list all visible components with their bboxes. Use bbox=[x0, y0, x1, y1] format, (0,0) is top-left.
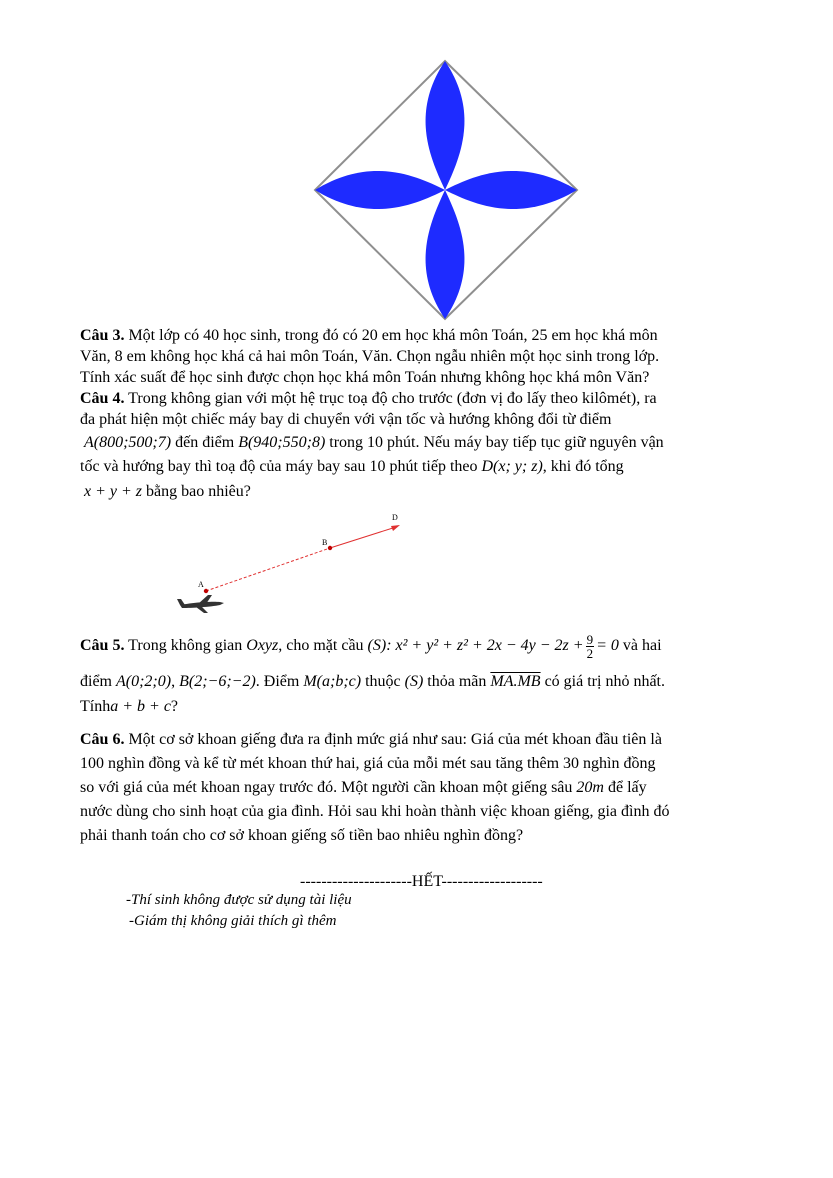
q5-line-1 bbox=[80, 632, 662, 660]
q4-sum-expr: x + y + z bbox=[84, 483, 143, 500]
q6-text-3-end: để lấy bbox=[607, 779, 647, 796]
q5-and-two: và hai bbox=[622, 637, 662, 654]
q6-line-4: nước dùng cho sinh hoạt của gia đình. Hỏi sau khi hoàn thành việc khoan giếng, gia đình đó bbox=[80, 803, 670, 820]
q4-line-1 bbox=[80, 389, 657, 409]
q5-point-m-text: . Điểm bbox=[255, 673, 300, 690]
q6-text-3: so với giá của mét khoan ngay trước đó. Một người cần khoan một giếng sâu bbox=[80, 779, 573, 796]
q4-line-2: đa phát hiện một chiếc máy bay di chuyển với vận tốc và hướng không đổi từ điểm bbox=[80, 411, 612, 428]
petal-left bbox=[315, 171, 445, 209]
petal-top bbox=[426, 61, 465, 190]
q5-point-a: A(0;2;0) bbox=[116, 673, 172, 690]
end-note-2: -Giám thị không giải thích gì thêm bbox=[129, 913, 337, 929]
airplane-figure bbox=[170, 505, 410, 620]
q5-fraction bbox=[586, 633, 595, 660]
q5-line-2: điểm A(0;2;0), B(2;−6;−2). Điểm M(a;b;c) thuộc (S) thỏa mãn MA.MB có giá trị nhỏ nhất. bbox=[80, 673, 665, 690]
q5-satisfies: thỏa mãn bbox=[427, 673, 487, 690]
end-note-1: -Thí sinh không được sử dụng tài liệu bbox=[126, 892, 352, 908]
q4-point-d: D(x; y; z) bbox=[481, 458, 543, 475]
q5-sphere-s: (S) bbox=[404, 673, 424, 690]
q3-line-3: Tính xác suất để học sinh được chọn học khá môn Toán nhưng không học khá môn Văn? bbox=[80, 369, 650, 386]
q3-line-1 bbox=[80, 326, 658, 346]
q6-line-5: phải thanh toán cho cơ sở khoan giếng số tiền bao nhiêu nghìn đồng? bbox=[80, 827, 524, 844]
arrow-head bbox=[391, 525, 400, 531]
point-b-dot bbox=[328, 546, 332, 550]
q6-label: Câu 6. bbox=[80, 731, 125, 748]
end-marker: ---------------------HẾT------------------- bbox=[300, 873, 543, 890]
q5-mid: , cho mặt cầu bbox=[278, 637, 364, 654]
q4-line-3 bbox=[84, 433, 664, 453]
q5-frac-den: 2 bbox=[586, 645, 594, 661]
q4-text-mid: đến điểm bbox=[175, 434, 235, 451]
label-a: A bbox=[198, 580, 204, 589]
q5-vector-product: MA.MB bbox=[490, 673, 541, 690]
q6-text-1: Một cơ sở khoan giếng đưa ra định mức giá như sau: Giá của mét khoan đầu tiên là bbox=[128, 731, 662, 748]
q5-label: Câu 5. bbox=[80, 637, 125, 654]
q6-line-1 bbox=[80, 730, 662, 750]
q5-question-mark: ? bbox=[170, 698, 179, 715]
q5-point-m: M(a;b;c) bbox=[303, 673, 362, 690]
q5-line2-start: điểm bbox=[80, 673, 112, 690]
q5-belongs: thuộc bbox=[365, 673, 401, 690]
q5-abc: a + b + c bbox=[110, 698, 171, 715]
q4-label: Câu 4. bbox=[80, 390, 125, 407]
q5-point-b: B(2;−6;−2) bbox=[179, 673, 256, 690]
q6-depth: 20m bbox=[576, 779, 604, 796]
q3-text-1: Một lớp có 40 học sinh, trong đó có 20 em học khá môn Toán, 25 em học khá môn bbox=[128, 327, 658, 344]
path-arrow-line bbox=[330, 527, 396, 548]
q4-line-5 bbox=[84, 482, 251, 502]
point-a-dot bbox=[204, 589, 208, 593]
q4-text-end: trong 10 phút. Nếu máy bay tiếp tục giữ nguyên vận bbox=[329, 434, 664, 451]
q5-intro: Trong không gian bbox=[128, 637, 243, 654]
q5-line-3 bbox=[80, 697, 178, 717]
q4-text-4: tốc và hướng bay thì toạ độ của máy bay sau 10 phút tiếp theo bbox=[80, 458, 478, 475]
four-petal-figure bbox=[310, 58, 580, 322]
q5-oxyz: Oxyz bbox=[246, 637, 279, 654]
q5-line3: Tính bbox=[80, 698, 111, 715]
q3-line-2: Văn, 8 em không học khá cả hai môn Toán, Văn. Chọn ngẫu nhiên một học sinh trong lớp. bbox=[80, 348, 660, 365]
petal-right bbox=[445, 171, 577, 209]
q4-text-5: bằng bao nhiêu? bbox=[146, 483, 251, 500]
q3-label: Câu 3. bbox=[80, 327, 125, 344]
q4-text-1: Trong không gian với một hệ trục toạ độ cho trước (đơn vị đo lấy theo kilômét), ra bbox=[128, 390, 657, 407]
q5-sphere-eq: (S): x² + y² + z² + 2x − 4y − 2z + bbox=[367, 637, 584, 654]
q4-text-4-end: , khi đó tổng bbox=[542, 458, 624, 475]
q4-point-b: B(940;550;8) bbox=[238, 434, 326, 451]
path-dashed-line bbox=[206, 548, 330, 591]
q6-line-3 bbox=[80, 778, 647, 798]
q5-eq-end: = 0 bbox=[596, 637, 619, 654]
q6-line-2: 100 nghìn đồng và kể từ mét khoan thứ hai, giá của mỗi mét sau tăng thêm 30 nghìn đồng bbox=[80, 755, 656, 772]
q4-line-4 bbox=[80, 457, 624, 477]
label-d: D bbox=[392, 513, 398, 522]
q4-point-a: A(800;500;7) bbox=[84, 434, 172, 451]
petal-bottom bbox=[426, 190, 465, 319]
airplane-icon bbox=[177, 595, 224, 613]
petals bbox=[315, 61, 577, 319]
q5-frac-num: 9 bbox=[586, 631, 594, 647]
label-b: B bbox=[322, 538, 328, 547]
q5-min: có giá trị nhỏ nhất. bbox=[544, 673, 665, 690]
